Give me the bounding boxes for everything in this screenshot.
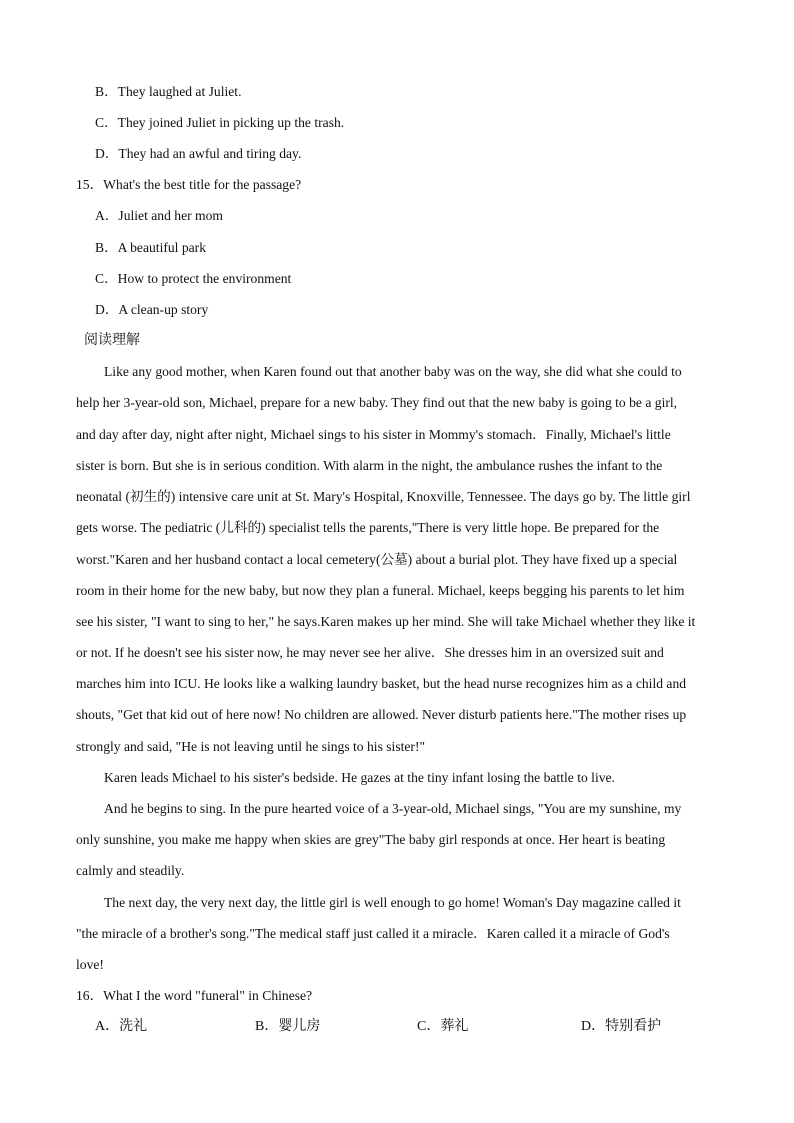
passage-line: strongly and said, "He is not leaving until he sings to his sister!" [76, 739, 426, 754]
passage-line: help her 3-year-old son, Michael, prepare for a new baby. They find out that the new baby is going to be a girl, [76, 395, 678, 410]
q16-option-a: A．洗礼 [95, 1019, 148, 1034]
passage-line: The next day, the very next day, the little girl is well enough to go home! Woman's Day magazine called it [104, 895, 681, 910]
passage-line: room in their home for the new baby, but now they plan a funeral. Michael, keeps begging his parents to let him [76, 583, 685, 598]
q15-option-b: B．A beautiful park [95, 240, 206, 255]
q16-option-b: B．婴儿房 [255, 1019, 321, 1034]
q15-question: 15．What's the best title for the passage? [76, 177, 302, 192]
passage-line: calmly and steadily. [76, 863, 185, 878]
passage-line: "the miracle of a brother's song."The medical staff just called it a miracle．Karen called it a miracle of God's [76, 926, 670, 941]
q15-option-d: D．A clean-up story [95, 302, 209, 317]
q16-option-c: C．葬礼 [417, 1019, 469, 1034]
passage-line: And he begins to sing. In the pure hearted voice of a 3-year-old, Michael sings, "You are my sunshine, my [104, 801, 682, 816]
passage-line: marches him into ICU. He looks like a walking laundry basket, but the head nurse recognizes him as a child and [76, 676, 687, 691]
passage-line: shouts, "Get that kid out of here now! No children are allowed. Never disturb patients here."The mother rises up [76, 707, 687, 722]
passage-line: worst."Karen and her husband contact a local cemetery(公墓) about a burial plot. They have fixed up a special [76, 552, 678, 567]
q14-option-d: D．They had an awful and tiring day. [95, 146, 302, 161]
passage-line: sister is born. But she is in serious condition. With alarm in the night, the ambulance rushes the infant to the [76, 458, 663, 473]
q14-option-c: C．They joined Juliet in picking up the trash. [95, 115, 345, 130]
q15-option-a: A．Juliet and her mom [95, 208, 223, 223]
passage-line: only sunshine, you make me happy when skies are grey"The baby girl responds at once. Her heart is beating [76, 832, 666, 847]
q16-question: 16．What I the word "funeral" in Chinese? [76, 988, 313, 1003]
passage-line: neonatal (初生的) intensive care unit at St. Mary's Hospital, Knoxville, Tennessee. The days go by. The little girl [76, 489, 691, 504]
passage-line: Karen leads Michael to his sister's bedside. He gazes at the tiny infant losing the battle to live. [104, 770, 615, 785]
passage-line: love! [76, 957, 104, 972]
q16-option-d: D．特别看护 [581, 1019, 662, 1034]
passage-line: Like any good mother, when Karen found out that another baby was on the way, she did what she could to [104, 364, 682, 379]
q15-option-c: C．How to protect the environment [95, 271, 292, 286]
passage-line: or not. If he doesn't see his sister now, he may never see her alive．She dresses him in an oversized suit and [76, 645, 664, 660]
passage-line: see his sister, "I want to sing to her," he says.Karen makes up her mind. She will take Michael whether they like it [76, 614, 696, 629]
passage-line: and day after day, night after night, Michael sings to his sister in Mommy's stomach．Finally, Michael's little [76, 427, 671, 442]
section-title: 阅读理解 [84, 333, 140, 348]
passage-line: gets worse. The pediatric (儿科的) specialist tells the parents,"There is very little hope. Be prepared for the [76, 520, 660, 535]
q14-option-b: B．They laughed at Juliet. [95, 84, 242, 99]
